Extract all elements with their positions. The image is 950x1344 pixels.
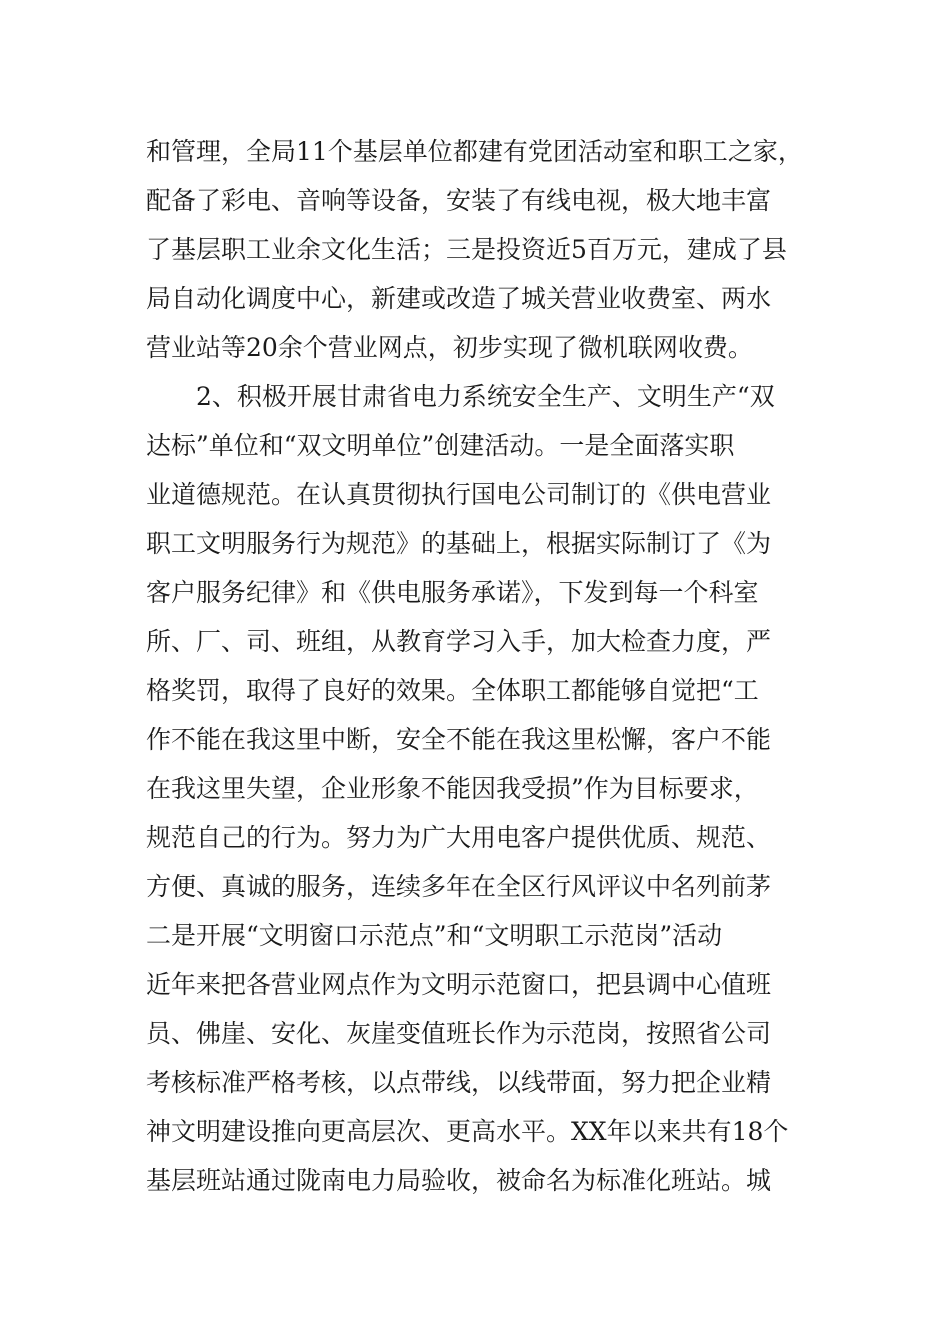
text-line: 职工文明服务行为规范》的基础上，根据实际制订了《为 [146,529,772,558]
text-line: 近年来把各营业网点作为文明示范窗口，把县调中心值班 [146,970,772,999]
text-line: 营业站等20余个营业网点，初步实现了微机联网收费。 [146,333,753,362]
paragraph-first-line: 2、积极开展甘肃省电力系统安全生产、文明生产“双 [196,382,775,411]
text-line: 神文明建设推向更高层次、更高水平。XX年以来共有18个 [146,1117,789,1146]
text-line: 所、厂、司、班组，从教育学习入手，加大检查力度，严 [146,627,772,656]
text-line: 方便、真诚的服务，连续多年在全区行风评议中名列前茅 [146,872,772,901]
text-line: 局自动化调度中心，新建或改造了城关营业收费室、两水 [146,284,772,313]
text-line: 客户服务纪律》和《供电服务承诺》，下发到每一个科室 [146,578,759,607]
text-line: 了基层职工业余文化生活；三是投资近5百万元，建成了县 [146,235,787,264]
text-line: 考核标准严格考核，以点带线，以线带面，努力把企业精 [146,1068,772,1097]
text-line: 基层班站通过陇南电力局验收，被命名为标准化班站。城 [146,1166,772,1195]
text-line: 配备了彩电、音响等设备，安装了有线电视，极大地丰富 [146,186,772,215]
text-line: 格奖罚，取得了良好的效果。全体职工都能够自觉把“工 [146,676,759,705]
text-line: 达标”单位和“双文明单位”创建活动。一是全面落实职 [146,431,735,460]
text-line: 作不能在我这里中断，安全不能在我这里松懈，客户不能 [146,725,772,754]
text-line: 二是开展“文明窗口示范点”和“文明职工示范岗”活动 [146,921,723,950]
text-line: 在我这里失望，企业形象不能因我受损”作为目标要求， [146,774,759,803]
text-line: 员、佛崖、安化、灰崖变值班长作为示范岗，按照省公司 [146,1019,772,1048]
text-line: 和管理，全局11个基层单位都建有党团活动室和职工之家， [146,137,803,166]
text-line: 业道德规范。在认真贯彻执行国电公司制订的《供电营业 [146,480,772,509]
text-line: 规范自己的行为。努力为广大用电客户提供优质、规范、 [146,823,772,852]
